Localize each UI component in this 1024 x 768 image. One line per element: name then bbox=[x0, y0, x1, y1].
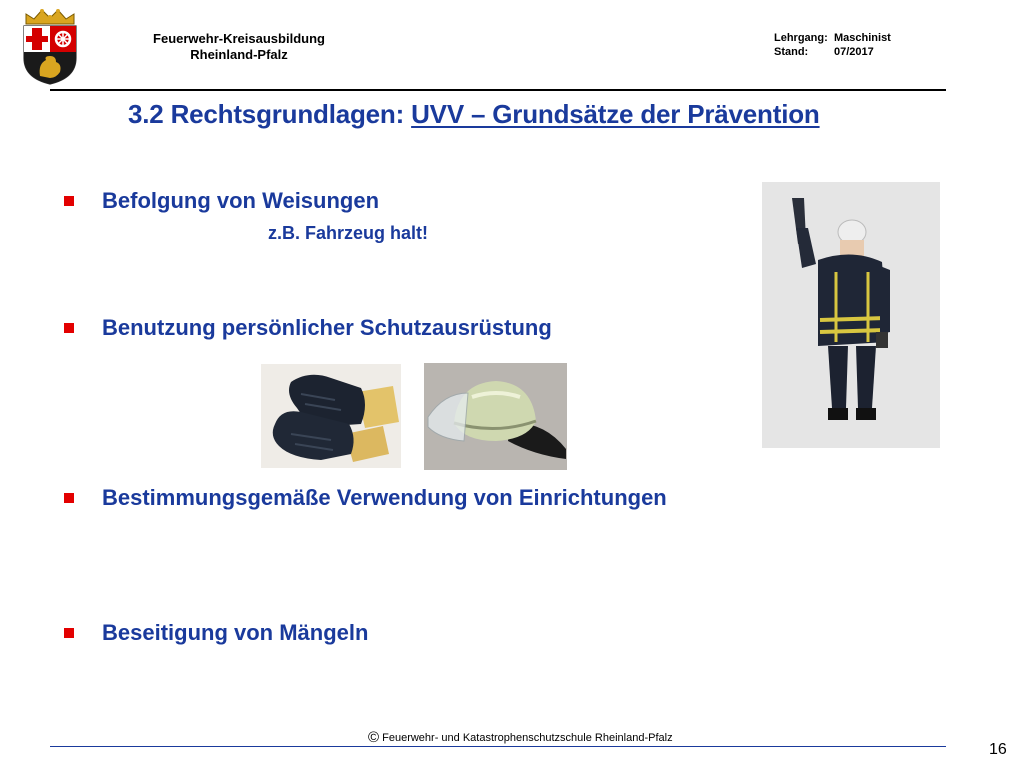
copyright-symbol: © bbox=[368, 729, 380, 746]
stand-value: 07/2017 bbox=[834, 46, 874, 58]
bullet-text: Benutzung persönlicher Schutzausrüstung bbox=[102, 315, 552, 340]
firefighter-gloves-icon bbox=[261, 364, 401, 468]
bullet-text: Befolgung von Weisungen bbox=[102, 188, 380, 213]
footer-divider bbox=[50, 746, 946, 747]
helmet-image bbox=[424, 363, 567, 470]
page-number: 16 bbox=[989, 741, 1007, 758]
bullet-square-icon bbox=[64, 493, 74, 503]
bullet-item bbox=[64, 485, 667, 511]
stand-label: Stand: bbox=[774, 46, 809, 58]
organization-line-1: Feuerwehr-Kreisausbildung bbox=[153, 31, 325, 46]
bullet-item bbox=[64, 620, 368, 646]
bullet-text: Bestimmungsgemäße Verwendung von Einrichtungen bbox=[102, 485, 667, 510]
organization-line-2: Rheinland-Pfalz bbox=[190, 47, 288, 62]
bullet-item bbox=[64, 188, 379, 214]
bullet-subtext: z.B. Fahrzeug halt! bbox=[268, 223, 429, 243]
rheinland-pfalz-coat-of-arms-icon bbox=[18, 6, 82, 86]
title-underlined: UVV – Grundsätze der Prävention bbox=[411, 99, 820, 129]
course-label: Lehrgang: bbox=[774, 32, 828, 44]
bullet-square-icon bbox=[64, 196, 74, 206]
header-divider bbox=[50, 89, 946, 91]
bullet-square-icon bbox=[64, 628, 74, 638]
bullet-item bbox=[64, 315, 552, 341]
firefighter-helmet-icon bbox=[424, 363, 567, 470]
gloves-image bbox=[261, 364, 401, 468]
title-prefix: 3.2 Rechtsgrundlagen: bbox=[128, 99, 412, 129]
firefighter-image bbox=[762, 182, 940, 448]
footer-copyright bbox=[368, 729, 673, 746]
course-value: Maschinist bbox=[834, 32, 891, 44]
slide-title bbox=[128, 99, 820, 130]
organization-name bbox=[120, 31, 358, 63]
footer-text: Feuerwehr- und Katastrophenschutzschule Rheinland-Pfalz bbox=[382, 732, 673, 744]
bullet-text: Beseitigung von Mängeln bbox=[102, 620, 369, 645]
bullet-square-icon bbox=[64, 323, 74, 333]
course-info bbox=[774, 31, 891, 59]
firefighter-raising-hand-icon bbox=[762, 182, 940, 448]
